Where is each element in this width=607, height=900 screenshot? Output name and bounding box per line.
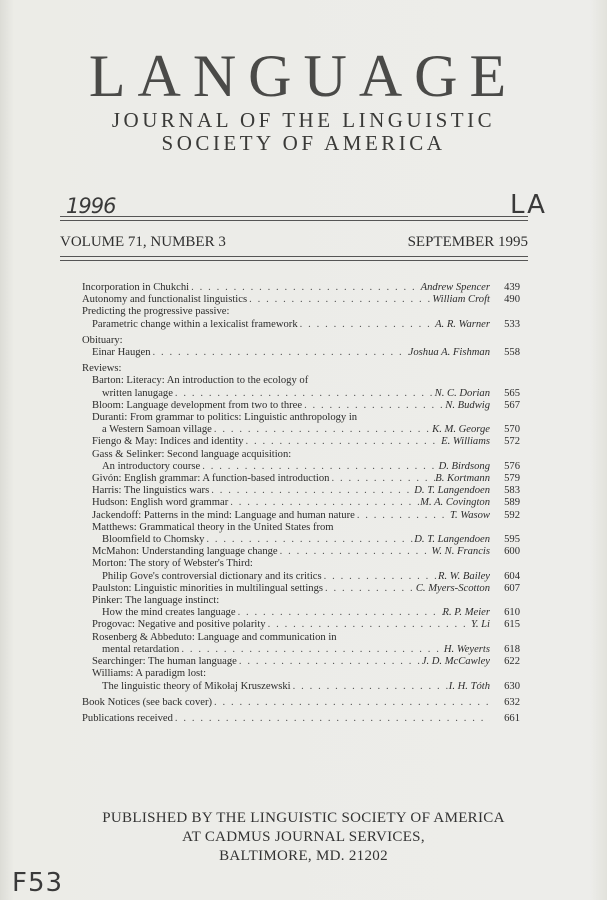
toc-entry-author: N. Budwig [445,399,490,411]
toc-entry-page: 490 [504,294,520,306]
toc-entry-author: T. Wasow [449,509,490,521]
toc-heading-line: Reviews: [82,363,122,375]
toc-entry [82,436,520,448]
toc-entry [82,656,520,668]
toc-entry-page: 610 [504,607,520,619]
toc-entry-page: 570 [504,424,520,436]
toc-entry-page: 567 [504,399,520,411]
journal-subtitle-line2: SOCIETY OF AMERICA [161,131,446,155]
toc-entry-page: 595 [504,534,520,546]
toc-entry [82,347,520,359]
toc-heading-line: Morton: The story of Webster's Third: [92,558,253,570]
toc-entry-title: Bloom: Language development from two to three [92,399,303,411]
toc-entry [82,681,520,693]
toc-heading-line: Rosenberg & Abbeduto: Language and communication in [92,631,337,643]
toc-entry-author: William Croft [432,294,490,306]
toc-leader-dots [179,644,444,656]
publisher-line2: AT CADMUS JOURNAL SERVICES, [182,829,425,845]
toc-entry [82,583,520,595]
toc-entry [82,713,520,725]
toc-entry [82,546,520,558]
toc-entry-author: Andrew Spencer [420,282,490,293]
toc-entry-page: 572 [504,436,520,448]
toc-entry [82,282,520,294]
toc-entry-author: E. Williams [441,436,490,448]
publisher-line3: BALTIMORE, MD. 21202 [219,848,388,864]
toc-heading-line: Gass & Selinker: Second language acquisition: [92,448,292,460]
toc-entry [82,294,520,306]
toc-entry [82,424,520,436]
toc-entry-author: R. P. Meier [442,607,490,619]
toc-entry-title: Paulston: Linguistic minorities in multilingual settings [92,582,323,594]
toc-entry-title: a Western Samoan village [102,424,212,436]
toc-leader-dots [278,546,432,558]
toc-leader-dots [247,294,432,306]
toc-entry-title: Progovac: Negative and positive polarity [92,619,266,631]
toc-entry [82,697,520,709]
toc-entry-page: 533 [504,318,520,330]
toc-entry-page: 622 [504,656,520,668]
toc-heading-line: Matthews: Grammatical theory in the United States from [92,521,334,533]
journal-title: LANGUAGE [88,43,519,109]
toc-leader-dots [298,319,435,331]
toc-leader-dots [329,473,435,485]
toc-leader-dots [173,388,435,400]
toc-entry [82,473,520,485]
toc-entry-title: Jackendoff: Patterns in the mind: Language and human nature [92,509,355,521]
toc-leader-dots [209,485,414,497]
toc-entry-author: D. T. Langendoen [414,485,490,497]
toc-entry-author: N. C. Dorian [434,387,490,399]
toc-entry-author: M. A. Covington [420,497,490,509]
toc-leader-dots [355,510,450,522]
handwritten-note-code: LA [510,190,547,220]
toc-heading-line: Duranti: From grammar to politics: Linguistic anthropology in [92,412,358,424]
toc-entry-title: Parametric change within a lexicalist framework [92,318,298,330]
toc-entry-page: 661 [504,712,520,724]
toc-leader-dots [266,619,471,631]
toc-entry [82,388,520,400]
toc-entry-title: The linguistic theory of Mikołaj Kruszewski [102,680,291,692]
toc-heading-line: Barton: Literacy: An introduction to the ecology of [92,375,309,387]
toc-leader-dots [228,497,420,509]
toc-entry-page: 576 [504,460,520,472]
toc-entry-title: Autonomy and functionalist linguistics [82,294,248,306]
toc-leader-dots [236,607,443,619]
toc-entry [82,644,520,656]
toc-entry-page: 600 [504,546,520,558]
toc-entry-title: Bloomfield to Chomsky [102,534,205,546]
toc-leader-dots [323,583,416,595]
toc-entry-author: R. W. Bailey [438,570,490,582]
toc-entry-author: D. T. Langendoen [414,534,490,546]
toc-leader-dots [173,713,490,725]
toc-heading-line: Pinker: The language instinct: [92,595,220,607]
divider-top-1 [60,216,528,217]
toc-entry-page: 439 [504,282,520,293]
toc-entry-title: Harris: The linguistics wars [92,485,210,497]
issue-volume: VOLUME 71, NUMBER 3 [60,234,226,250]
toc-entry-page: 565 [504,387,520,399]
toc-entry-author: Joshua A. Fishman [408,347,490,359]
toc-entry [82,534,520,546]
toc-entry-author: W. N. Francis [431,546,490,558]
toc-entry-page: 632 [504,696,520,708]
handwritten-note-shelfmark: F53 [12,868,64,898]
toc-leader-dots [200,461,438,473]
toc-leader-dots [291,681,449,693]
toc-entry-author: B. Kortmann [435,473,490,485]
toc-entry-title: Einar Haugen [92,347,151,359]
toc-entry-title: An introductory course [102,460,201,472]
toc-entry-author: D. Birdsong [438,460,490,472]
toc-entry-title: Publications received [82,712,173,724]
toc-heading-line: Obituary: [82,334,123,346]
toc-heading-line: Predicting the progressive passive: [82,306,230,318]
toc-leader-dots [237,656,422,668]
toc-leader-dots [244,436,442,448]
handwritten-note-year: 1996 [66,194,116,218]
divider-mid-2 [60,260,528,261]
toc-entry-title: Incorporation in Chukchi [82,282,190,293]
toc-leader-dots [212,697,490,709]
toc-leader-dots [189,282,421,294]
toc-heading-line: Williams: A paradigm lost: [92,668,207,680]
toc-entry [82,319,520,331]
toc-entry [82,619,520,631]
journal-subtitle-line1: JOURNAL OF THE LINGUISTIC [111,108,496,132]
toc-entry-author: K. M. George [432,424,490,436]
toc-entry-page: 615 [504,619,520,631]
toc-entry-author: C. Myers-Scotton [415,582,490,594]
toc-entry-title: Fiengo & May: Indices and identity [92,436,244,448]
issue-date: SEPTEMBER 1995 [407,234,528,250]
divider-mid-1 [60,256,528,257]
toc-entry-title: Hudson: English word grammar [92,497,229,509]
toc-leader-dots [212,424,432,436]
toc-entry-page: 579 [504,473,520,485]
toc-entry [82,571,520,583]
toc-leader-dots [322,571,438,583]
toc-entry-page: 583 [504,485,520,497]
toc-entry [82,510,520,522]
toc-entry-page: 592 [504,509,520,521]
toc-entry-title: Philip Gove's controversial dictionary and its critics [102,570,322,582]
toc-entry-author: A. R. Warner [435,318,490,330]
toc-entry-author: Y. Li [470,619,490,631]
toc-entry-title: Book Notices (see back cover) [82,696,213,708]
toc-leader-dots [204,534,414,546]
toc-leader-dots [151,347,409,359]
toc-entry-author: I. H. Tóth [448,680,490,692]
toc-entry-page: 607 [504,582,520,594]
toc-entry-page: 558 [504,347,520,359]
toc-entry-page: 618 [504,643,520,655]
toc-entry [82,607,520,619]
toc-entry-title: written lanugage [102,387,173,399]
toc-entry-title: Givón: English grammar: A function-based introduction [92,473,330,485]
toc-entry [82,400,520,412]
toc-entry-page: 604 [504,570,520,582]
table-of-contents [82,282,520,725]
toc-entry-title: McMahon: Understanding language change [92,546,278,558]
toc-entry [82,461,520,473]
toc-entry-author: H. Weyerts [443,643,490,655]
toc-entry-title: mental retardation [102,643,180,655]
toc-entry [82,485,520,497]
toc-entry-author: J. D. McCawley [421,656,490,668]
toc-leader-dots [302,400,445,412]
toc-entry-page: 630 [504,680,520,692]
publisher-line1: PUBLISHED BY THE LINGUISTIC SOCIETY OF AMERICA [102,810,505,826]
divider-top-2 [60,220,528,221]
toc-entry-title: Searchinger: The human language [92,656,237,668]
toc-entry-title: How the mind creates language [102,607,236,619]
toc-entry-page: 589 [504,497,520,509]
toc-entry [82,497,520,509]
